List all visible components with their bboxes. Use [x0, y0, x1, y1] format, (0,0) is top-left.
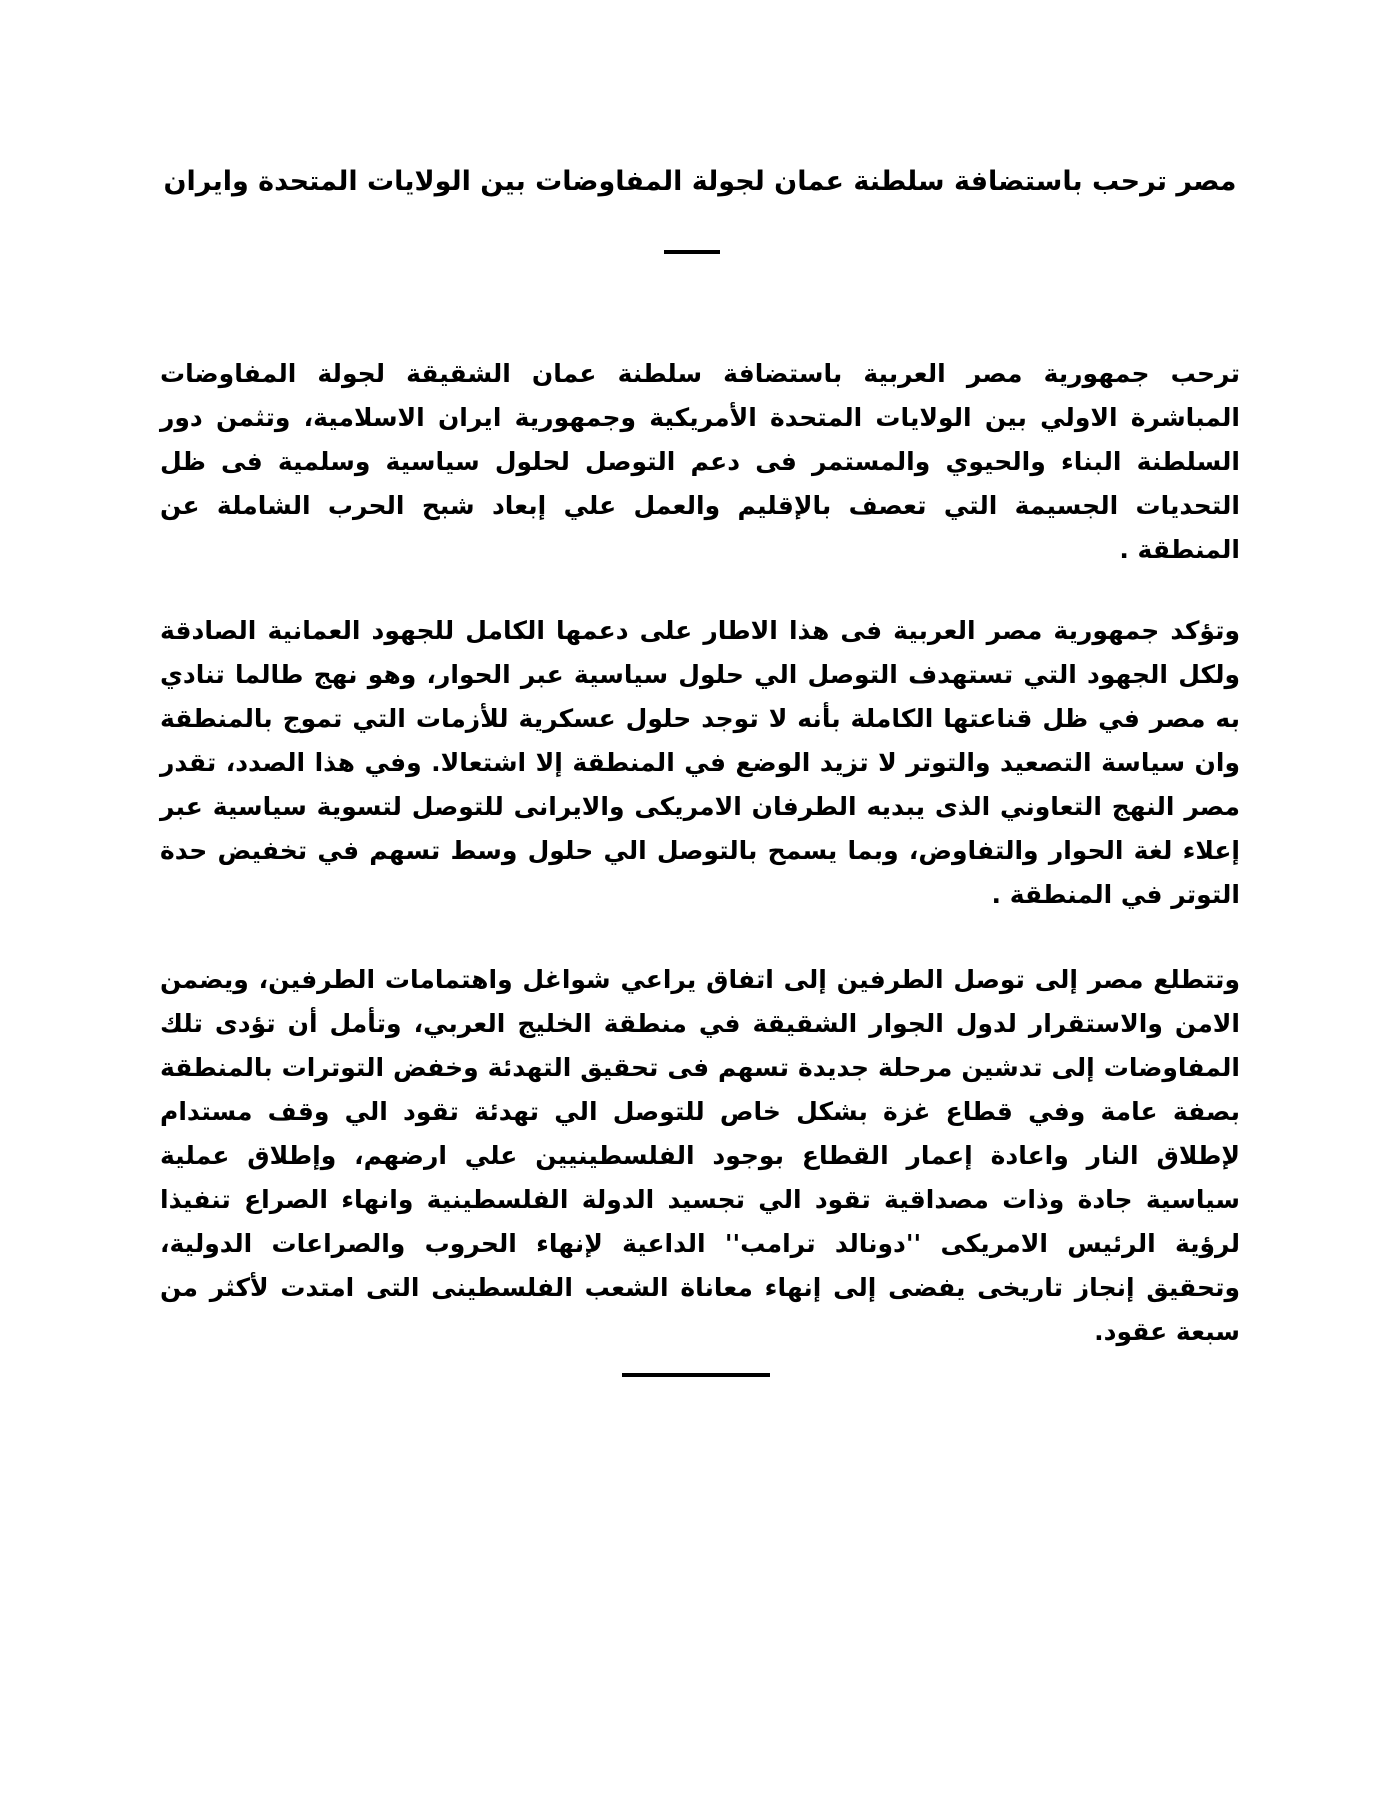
paragraph-aspirations: وتتطلع مصر إلى توصل الطرفين إلى اتفاق يراعي شواغل واهتمامات الطرفين، ويضمن الامن والاستقرار لدول الجوار الشقيقة في منطقة الخليج العربي، وتأمل أن تؤدى تلك المفاوضات إلى تدشين مرحلة جديدة تسهم فى تحقيق التهدئة وخفض التوترات بالمنطقة بصفة عامة وفي قطاع غزة بشكل خاص للتوصل الي تهدئة تقود الي وقف مستدام لإطلاق النار واعادة إعمار القطاع بوجود الفلسطينيين علي ارضهم، وإطلاق عملية سياسية جادة وذات مصداقية تقود الي تجسيد الدولة الفلسطينية وانهاء الصراع تنفيذا لرؤية الرئيس الامريكى ''دونالد ترامب'' الداعية لإنهاء الحروب والصراعات الدولية، وتحقيق إنجاز تاريخى يفضى إلى إنهاء معاناة الشعب الفلسطينى التى امتدت لأكثر من سبعة عقود.: [160, 965, 1240, 1346]
end-divider: [622, 1373, 770, 1377]
paragraph-support: وتؤكد جمهورية مصر العربية فى هذا الاطار على دعمها الكامل للجهود العمانية الصادقة ولكل الجهود التي تستهدف التوصل الي حلول سياسية عبر الحوار، وهو نهج طالما تنادي به مصر في ظل قناعتها الكاملة بأنه لا توجد حلول عسكرية للأزمات التي تموج بالمنطقة وان سياسة التصعيد والتوتر لا تزيد الوضع في المنطقة إلا اشتعالا. وفي هذا الصدد، تقدر مصر النهج التعاوني الذى يبديه الطرفان الامريكى والايرانى للتوصل لتسوية سياسية عبر إعلاء لغة الحوار والتفاوض، وبما يسمح بالتوصل الي حلول وسط تسهم في تخفيض حدة التوتر في المنطقة .: [160, 616, 1240, 909]
paragraph-welcome: ترحب جمهورية مصر العربية باستضافة سلطنة عمان الشقيقة لجولة المفاوضات المباشرة الاولي بين الولايات المتحدة الأمريكية وجمهورية ايران الاسلامية، وتثمن دور السلطنة البناء والحيوي والمستمر فى دعم التوصل لحلول سياسية وسلمية فى ظل التحديات الجسيمة التي تعصف بالإقليم والعمل علي إبعاد شبح الحرب الشاملة عن المنطقة .: [160, 359, 1240, 564]
document-title: مصر ترحب باستضافة سلطنة عمان لجولة المفاوضات بين الولايات المتحدة وايران: [163, 166, 1237, 197]
title-divider: [664, 250, 720, 254]
